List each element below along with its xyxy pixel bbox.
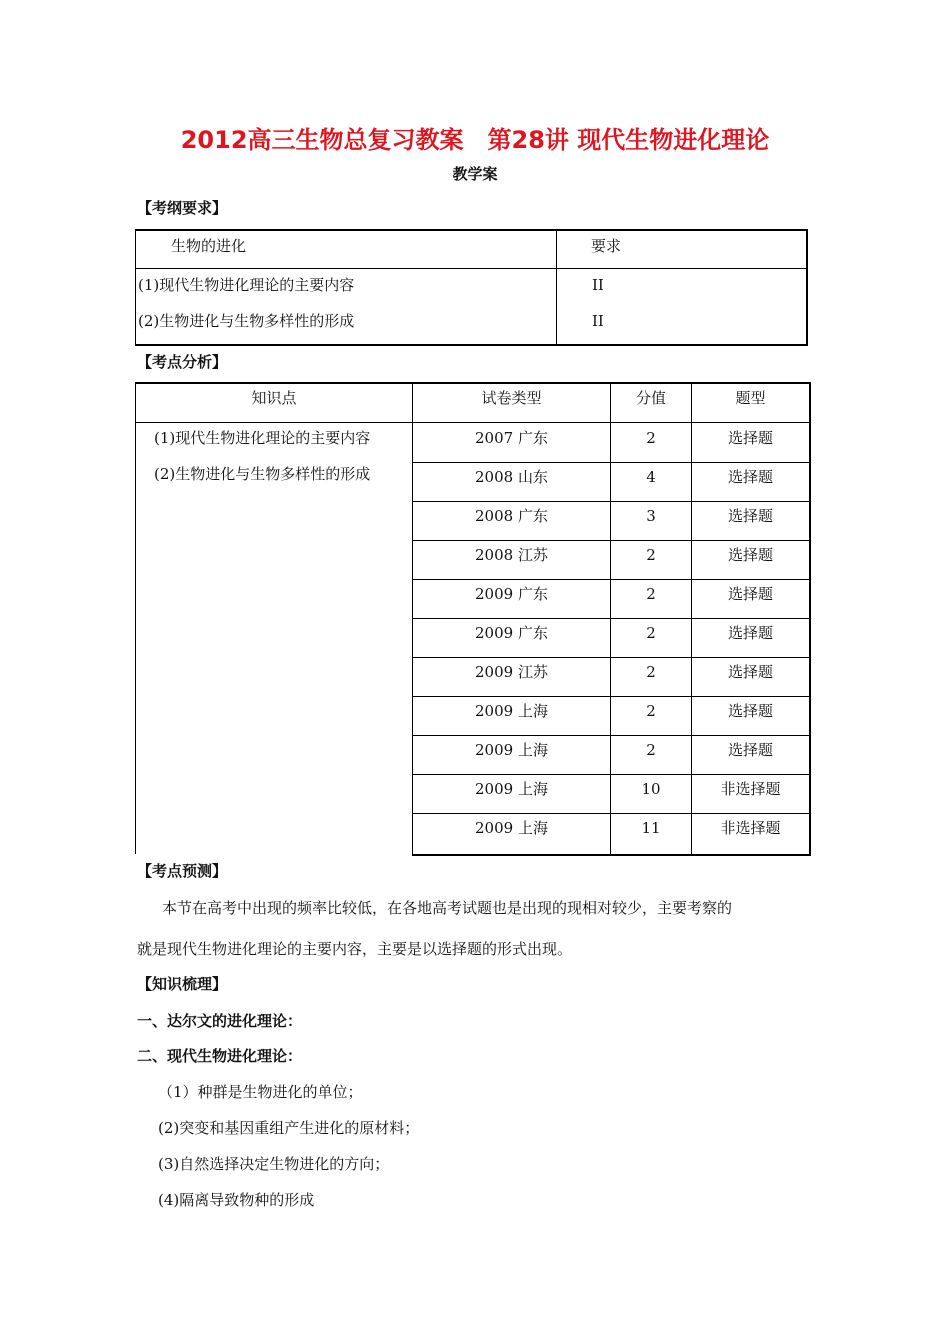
ana-row-paper: 2009 广东 — [475, 624, 548, 642]
ana-row-type: 非选择题 — [720, 819, 781, 837]
ana-row-paper: 2009 上海 — [475, 780, 548, 798]
page-title: 2012高三生物总复习教案 第28讲 现代生物进化理论 — [180, 126, 770, 154]
ana-row-type: 选择题 — [727, 702, 773, 720]
ana-row-score: 2 — [646, 702, 656, 720]
ana-row-paper: 2009 上海 — [475, 702, 548, 720]
ana-row-paper: 2008 山东 — [475, 468, 548, 486]
ana-row-paper: 2009 广东 — [475, 585, 548, 603]
ana-row-paper: 2009 上海 — [475, 741, 548, 759]
ana-row-paper: 2008 江苏 — [475, 546, 548, 564]
knowledge-item: (4)隔离导致物种的形成 — [158, 1191, 315, 1209]
ana-row-score: 2 — [646, 585, 656, 603]
section-heading-prediction: 【考点预测】 — [137, 862, 228, 880]
analysis-table — [135, 382, 811, 856]
req-row-item: (2)生物进化与生物多样性的形成 — [138, 312, 355, 330]
ana-header-type: 题型 — [735, 389, 766, 407]
ana-row-paper: 2009 江苏 — [475, 663, 548, 681]
requirements-table — [135, 229, 808, 346]
ana-knowledge-point: (1)现代生物进化理论的主要内容 — [154, 429, 371, 447]
ana-row-type: 选择题 — [727, 507, 773, 525]
knowledge-item: (3)自然选择决定生物进化的方向； — [158, 1155, 390, 1173]
knowledge-item: （1）种群是生物进化的单位； — [158, 1083, 363, 1101]
ana-row-paper: 2008 广东 — [475, 507, 548, 525]
ana-row-type: 选择题 — [727, 741, 773, 759]
section-heading-analysis: 【考点分析】 — [137, 353, 228, 371]
ana-row-type: 选择题 — [727, 468, 773, 486]
ana-row-type: 选择题 — [727, 624, 773, 642]
ana-header-paper: 试卷类型 — [481, 389, 542, 407]
prediction-text: 就是现代生物进化理论的主要内容，主要是以选择题的形式出现。 — [137, 940, 573, 958]
ana-row-score: 2 — [646, 429, 656, 447]
ana-header-score: 分值 — [635, 389, 666, 407]
ana-row-score: 2 — [646, 546, 656, 564]
req-header-level: 要求 — [591, 237, 622, 255]
section-heading-requirements: 【考纲要求】 — [137, 199, 228, 217]
ana-row-type: 选择题 — [727, 663, 773, 681]
ana-row-score: 2 — [646, 741, 656, 759]
ana-row-type: 非选择题 — [720, 780, 781, 798]
req-row-item: (1)现代生物进化理论的主要内容 — [138, 276, 355, 294]
ana-row-score: 2 — [646, 624, 656, 642]
ana-row-score: 3 — [646, 507, 656, 525]
req-row-level: II — [592, 276, 604, 294]
prediction-text: 本节在高考中出现的频率比较低，在各地高考试题也是出现的现相对较少，主要考察的 — [162, 899, 733, 917]
knowledge-heading: 二、现代生物进化理论： — [137, 1047, 303, 1065]
ana-row-type: 选择题 — [727, 546, 773, 564]
ana-row-paper: 2009 上海 — [475, 819, 548, 837]
ana-row-type: 选择题 — [727, 429, 773, 447]
ana-row-score: 10 — [641, 780, 661, 798]
ana-row-paper: 2007 广东 — [475, 429, 548, 447]
ana-row-type: 选择题 — [727, 585, 773, 603]
req-header-topic: 生物的进化 — [171, 237, 247, 255]
section-heading-knowledge: 【知识梳理】 — [137, 975, 228, 993]
ana-row-score: 2 — [646, 663, 656, 681]
ana-row-score: 4 — [646, 468, 656, 486]
knowledge-item: (2)突变和基因重组产生进化的原材料； — [158, 1119, 420, 1137]
ana-knowledge-point: (2)生物进化与生物多样性的形成 — [154, 465, 371, 483]
ana-row-score: 11 — [641, 819, 661, 837]
ana-header-knowledge: 知识点 — [251, 389, 297, 407]
page-subtitle: 教学案 — [452, 165, 498, 183]
req-row-level: II — [592, 312, 604, 330]
knowledge-heading: 一、达尔文的进化理论： — [137, 1012, 303, 1030]
